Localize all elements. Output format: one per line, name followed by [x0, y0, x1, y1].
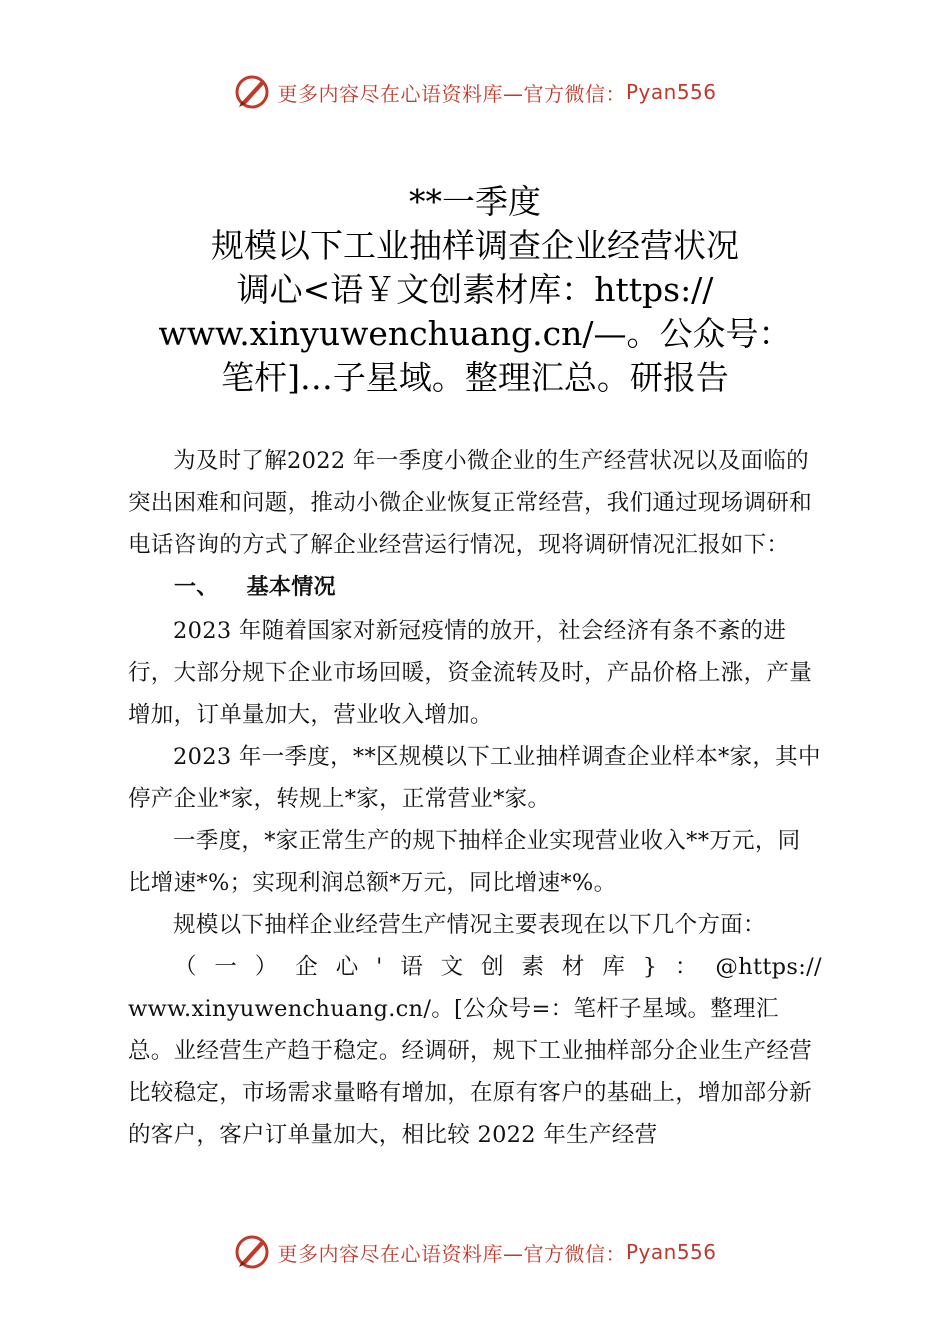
- title-line-1: **一季度: [409, 182, 541, 221]
- paragraph-2: 2023 年一季度，**区规模以下工业抽样调查企业样本*家，其中停产企业*家，转规上*家，正常营业*家。: [128, 744, 821, 812]
- top-watermark-banner: [0, 72, 950, 112]
- title-line-3: 调心<语￥文创素材库：https://: [236, 270, 714, 309]
- intro-paragraph: 为及时了解2022 年一季度小微企业的生产经营状况以及面临的突出困难和问题，推动小微企业恢复正常经营，我们通过现场调研和电话咨询的方式了解企业经营运行情况，现将调研情况汇报如下：: [128, 448, 813, 558]
- title-line-4: www.xinyuwenchuang.cn/—。公众号：: [158, 314, 792, 353]
- title-line-5: 笔杆]…子星域。整理汇总。研报告: [221, 358, 729, 397]
- watermark-wechat-id: Pyan556: [625, 1240, 717, 1264]
- spread-char: 库: [602, 954, 626, 980]
- spread-char: }: [642, 954, 658, 980]
- spread-char: 企: [295, 954, 319, 980]
- paragraph-5-rest: www.xinyuwenchuang.cn/。[公众号=：笔杆子星域。整理汇总。业经营生产趋于稳定。经调研，规下工业抽样部分企业生产经营比较稳定，市场需求量略有增加，在原有客户的基础上，增加部分新的客户，客户订单量加大，相比较 2022 年生产经营: [128, 996, 813, 1148]
- bottom-watermark-banner: [0, 1232, 950, 1272]
- section-number: 一、: [174, 575, 219, 600]
- paragraph-3: 一季度，*家正常生产的规下抽样企业实现营业收入**万元，同比增速*%；实现利润总额*万元，同比增速*%。: [128, 828, 801, 896]
- spread-char: 语: [400, 954, 424, 980]
- spread-char: 一: [214, 954, 238, 980]
- spread-char: （: [174, 954, 197, 980]
- section-title: 基本情况: [246, 575, 336, 600]
- watermark-text: 更多内容尽在心语资料库—官方微信：: [277, 81, 626, 106]
- watermark-text: 更多内容尽在心语资料库—官方微信：: [277, 1241, 626, 1266]
- spread-char: 素: [521, 954, 545, 980]
- paragraph-4: 规模以下抽样企业经营生产情况主要表现在以下几个方面：: [173, 912, 766, 938]
- spread-char: 心: [335, 954, 359, 980]
- spread-char: ）: [254, 954, 278, 980]
- watermark-wechat-id: Pyan556: [625, 80, 717, 104]
- paragraph-5-first-line: [128, 946, 822, 988]
- title-line-2: 规模以下工业抽样调查企业经营状况: [211, 226, 739, 265]
- spread-char: 创: [481, 954, 504, 980]
- spread-char: 文: [440, 954, 464, 980]
- spread-char: ': [376, 954, 383, 980]
- spread-char: @https://: [715, 954, 822, 980]
- section-heading-basic: [128, 566, 822, 610]
- paragraph-1: 2023 年随着国家对新冠疫情的放开，社会经济有条不紊的进行，大部分规下企业市场回暖，资金流转及时，产品价格上涨，产量增加，订单量加大，营业收入增加。: [128, 618, 813, 728]
- pen-logo-icon: [233, 73, 271, 111]
- document-body: [128, 440, 822, 1156]
- document-title: [60, 180, 890, 400]
- spread-char: ：: [674, 954, 698, 980]
- pen-logo-icon: [233, 1233, 271, 1271]
- spread-char: 材: [561, 954, 585, 980]
